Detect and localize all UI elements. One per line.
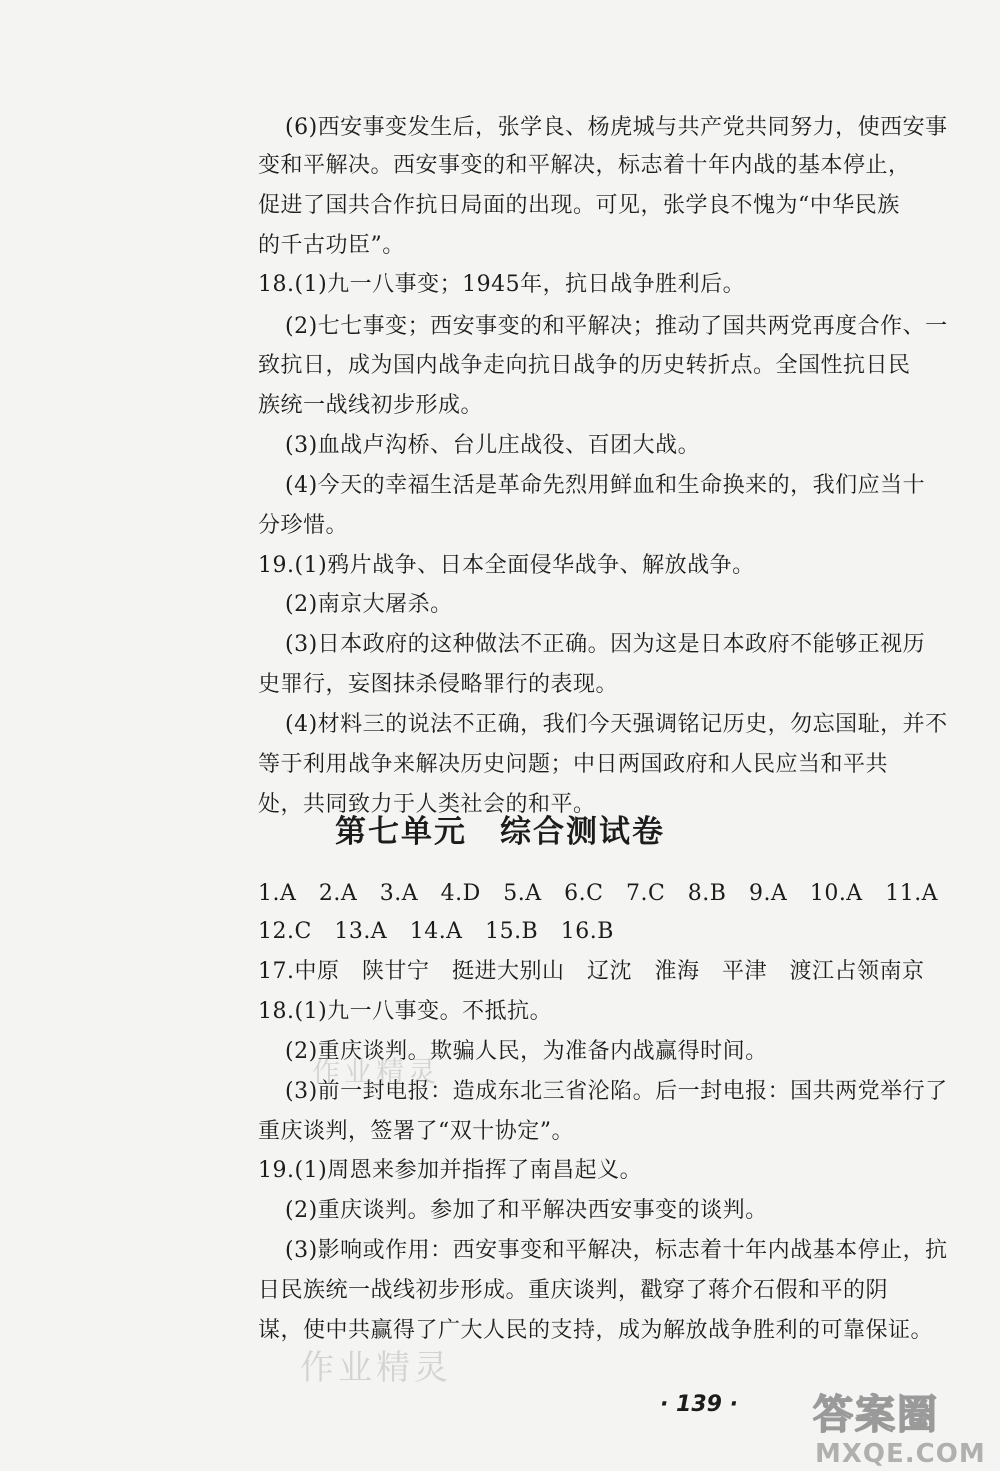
text-line: 变和平解决。西安事变的和平解决，标志着十年内战的基本停止，	[258, 153, 911, 178]
question-number-line: 18.(1)九一八事变。不抵抗。	[258, 999, 553, 1024]
text-line: (3)日本政府的这种做法不正确。因为这是日本政府不能够正视历	[285, 632, 926, 657]
text-line: (2)重庆谈判。欺骗人民，为准备内战赢得时间。	[285, 1039, 768, 1064]
text-line: (6)西安事变发生后，张学良、杨虎城与共产党共同努力，使西安事	[285, 115, 948, 140]
text-line: (3)影响或作用：西安事变和平解决，标志着十年内战基本停止，抗	[285, 1238, 948, 1263]
watermark: 作业精灵	[312, 1055, 441, 1088]
text-line: (4)今天的幸福生活是革命先烈用鲜血和生命换来的，我们应当十	[285, 473, 926, 498]
svg-text:MXQE.COM: MXQE.COM	[815, 1439, 986, 1468]
text-line: (2)七七事变；西安事变的和平解决；推动了国共两党再度合作、一	[285, 314, 948, 339]
text-line: 谋，使中共赢得了广大人民的支持，成为解放战争胜利的可靠保证。	[258, 1318, 934, 1343]
answer-key-line: 1.A 2.A 3.A 4.D 5.A 6.C 7.C 8.B 9.A 10.A 11.A	[258, 881, 939, 906]
text-line: 日民族统一战线初步形成。重庆谈判，戳穿了蒋介石假和平的阴	[258, 1278, 889, 1303]
question-number-line: 19.(1)鸦片战争、日本全面侵华战争、解放战争。	[258, 553, 755, 578]
text-line: 分珍惜。	[258, 513, 349, 538]
text-line: 族统一战线初步形成。	[258, 393, 484, 418]
text-line: 史罪行，妄图抹杀侵略罪行的表现。	[258, 672, 619, 697]
text-line: (3)前一封电报：造成东北三省沦陷。后一封电报：国共两党举行了	[285, 1079, 948, 1104]
text-line: (2)南京大屠杀。	[285, 592, 453, 617]
question-number-line: 19.(1)周恩来参加并指挥了南昌起义。	[258, 1158, 643, 1183]
text-line: 处，共同致力于人类社会的和平。	[258, 792, 596, 817]
page-number: · 139 ·	[660, 1392, 738, 1417]
question-number-line: 18.(1)九一八事变；1945年，抗日战争胜利后。	[258, 272, 746, 297]
watermark: 作业精灵	[300, 1348, 452, 1388]
question-number-line: 17.中原 陕甘宁 挺进大别山 辽沈 淮海 平津 渡江占领南京	[258, 959, 925, 984]
site-logo-icon	[805, 1378, 995, 1468]
answer-key-line: 12.C 13.A 14.A 15.B 16.B	[258, 919, 614, 944]
text-line: 致抗日，成为国内战争走向抗日战争的历史转折点。全国性抗日民	[258, 353, 911, 378]
unit-title: 第七单元 综合测试卷	[335, 814, 665, 850]
text-line: (3)血战卢沟桥、台儿庄战役、百团大战。	[285, 433, 701, 458]
text-line: (4)材料三的说法不正确，我们今天强调铭记历史，勿忘国耻，并不	[285, 712, 948, 737]
text-line: 等于利用战争来解决历史问题；中日两国政府和人民应当和平共	[258, 752, 889, 777]
text-line: 的千古功臣”。	[258, 233, 405, 258]
text-line: (2)重庆谈判。参加了和平解决西安事变的谈判。	[285, 1198, 768, 1223]
text-line: 促进了国共合作抗日局面的出现。可见，张学良不愧为“中华民族	[258, 193, 900, 218]
svg-text:答案圈: 答案圈	[813, 1392, 939, 1438]
text-line: 重庆谈判，签署了“双十协定”。	[258, 1119, 574, 1144]
